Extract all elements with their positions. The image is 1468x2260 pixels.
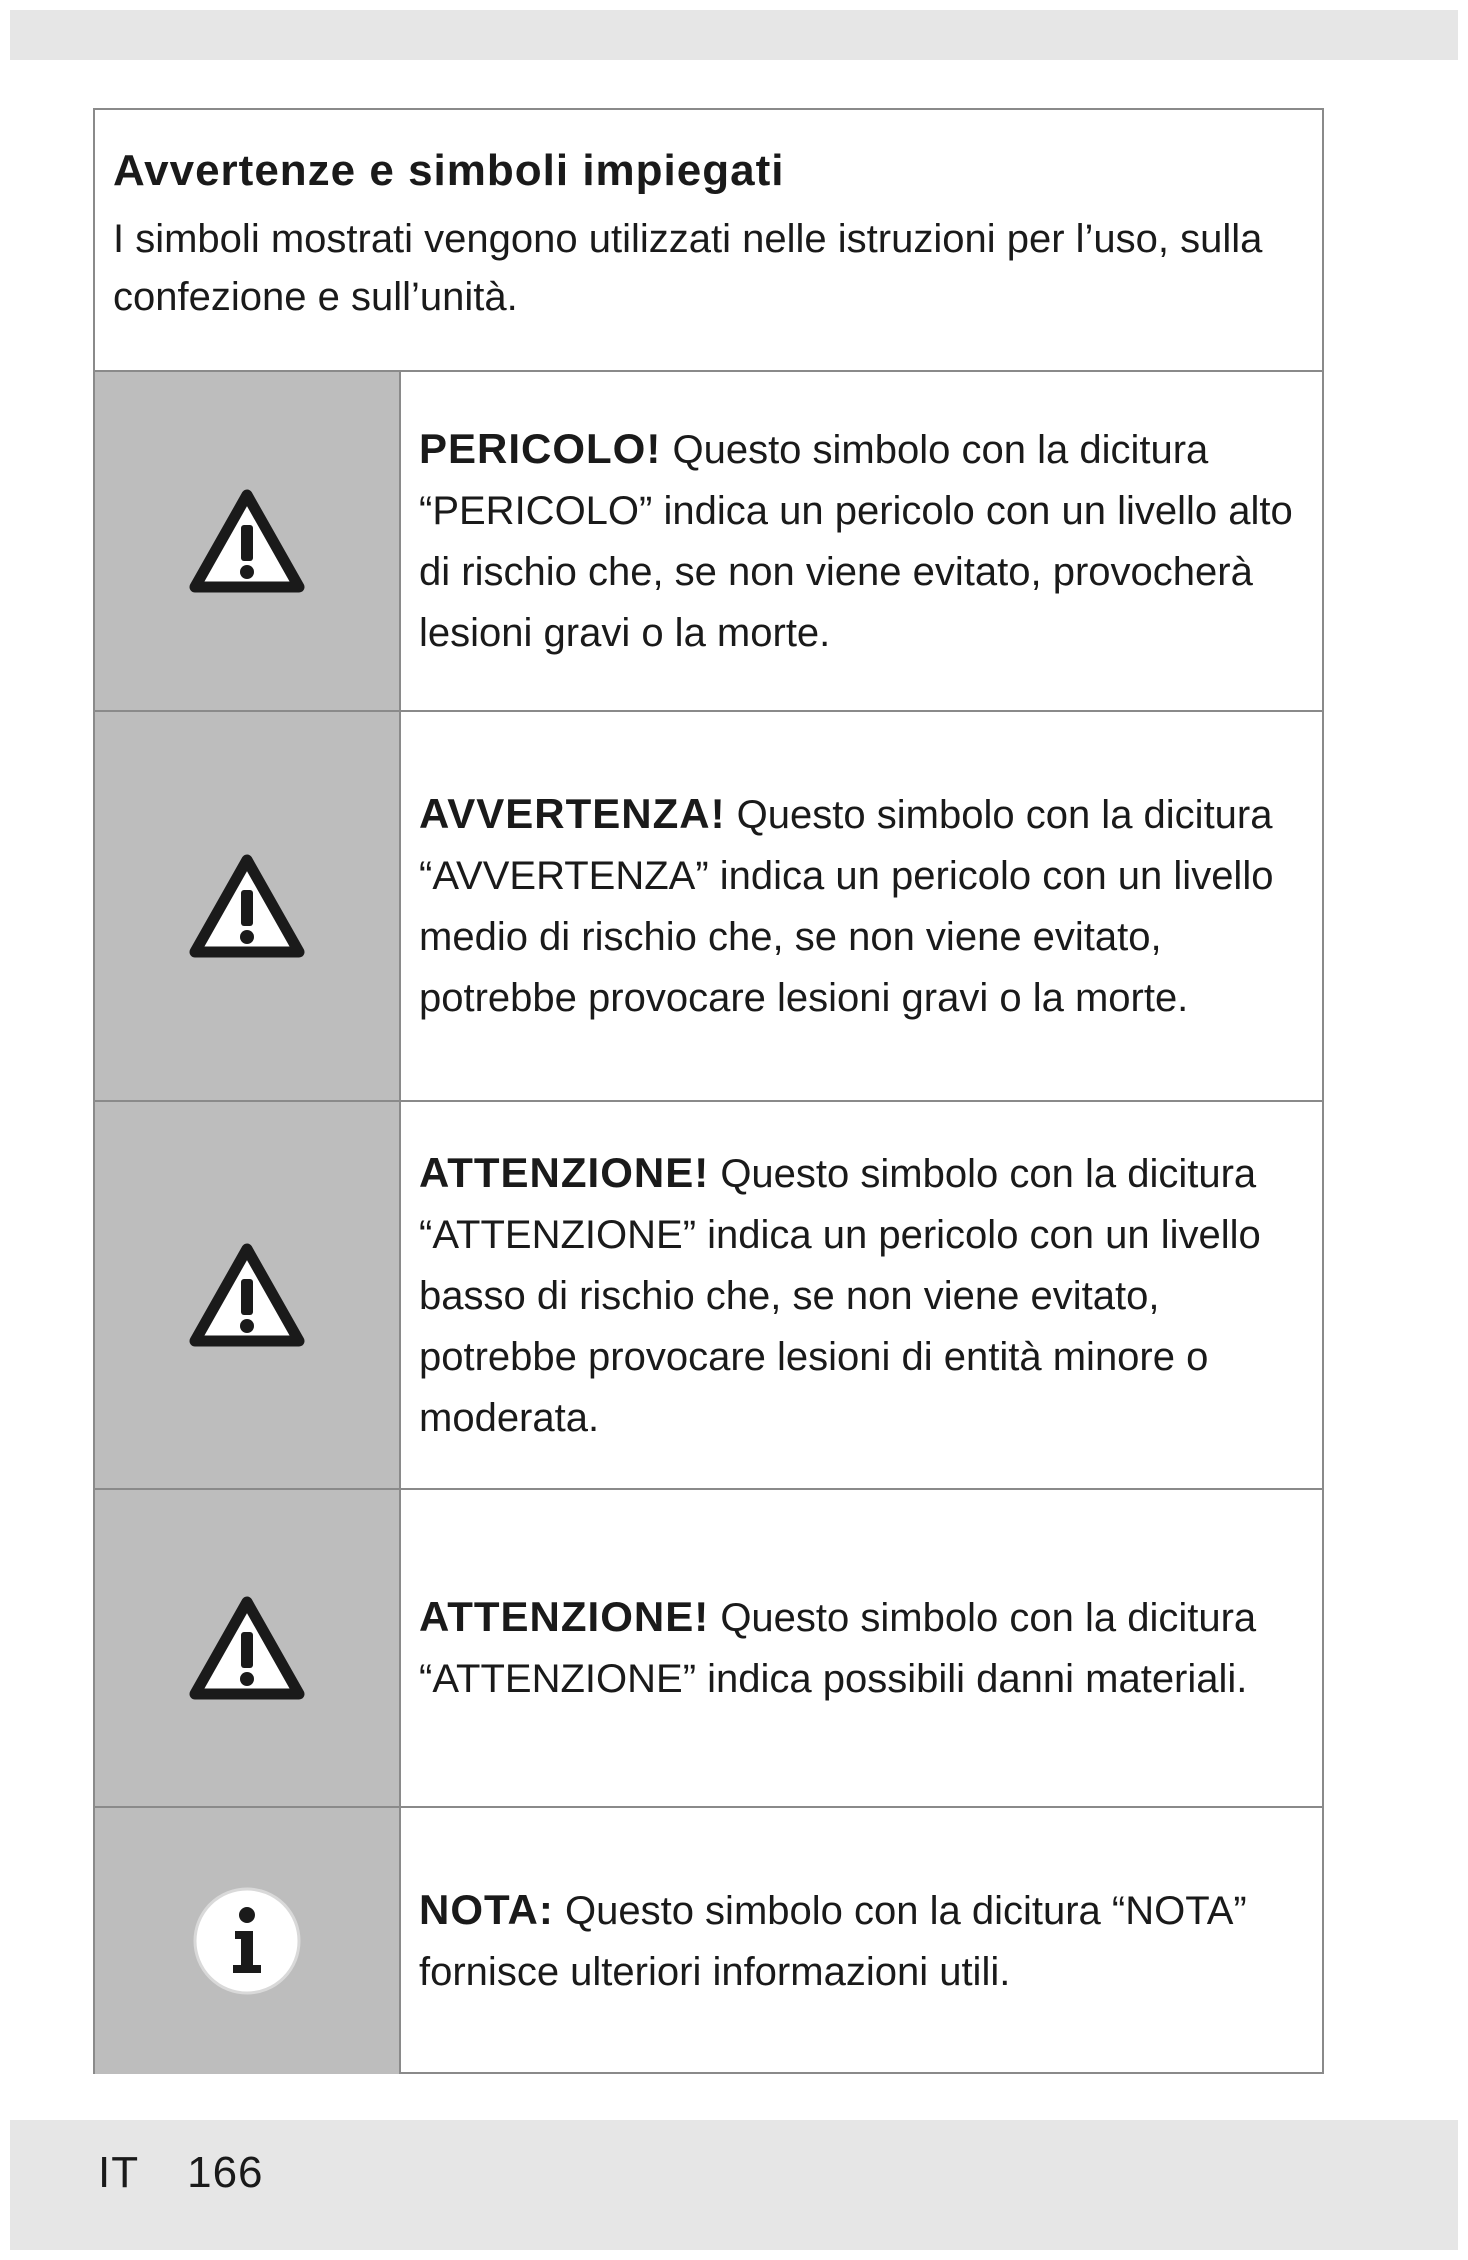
signal-word: AVVERTENZA! xyxy=(419,790,726,837)
icon-cell xyxy=(95,372,401,710)
symbols-table xyxy=(93,108,1324,2074)
icon-cell xyxy=(95,712,401,1100)
language-code: IT xyxy=(98,2148,140,2197)
top-margin-band xyxy=(10,10,1458,60)
description-cell xyxy=(419,1490,1312,1806)
description-text: AVVERTENZA! Questo simbolo con la dicitura “AVVERTENZA” indica un pericolo con un livello medio di rischio che, se non viene evitato, potrebbe provocare lesioni gravi o la morte. xyxy=(419,790,1274,1020)
section-intro: I simboli mostrati vengono utilizzati nelle istruzioni per l’uso, sulla confezione e sull’unità. xyxy=(113,217,1263,319)
description-cell xyxy=(419,1102,1312,1488)
info-circle-icon xyxy=(191,1885,303,1997)
page-footer xyxy=(98,2148,264,2198)
icon-cell xyxy=(95,1808,401,2074)
warning-triangle-icon xyxy=(189,489,305,593)
description-text: ATTENZIONE! Questo simbolo con la dicitura “ATTENZIONE” indica un pericolo con un livello basso di rischio che, se non viene evitato, potrebbe provocare lesioni di entità minore o moderata. xyxy=(419,1148,1261,1440)
table-row-caution xyxy=(95,1102,1322,1490)
section-title: Avvertenze e simboli impiegati xyxy=(113,146,785,195)
page-number: 166 xyxy=(187,2148,264,2197)
table-header xyxy=(95,110,1322,372)
signal-word: NOTA: xyxy=(419,1886,554,1933)
description-text: ATTENZIONE! Questo simbolo con la dicitura “ATTENZIONE” indica possibili danni materiali. xyxy=(419,1593,1257,1701)
description-cell xyxy=(419,372,1312,710)
description-cell xyxy=(419,1808,1312,2074)
warning-triangle-icon xyxy=(189,1596,305,1700)
signal-word: ATTENZIONE! xyxy=(419,1593,710,1640)
icon-cell xyxy=(95,1102,401,1488)
table-row-warning xyxy=(95,712,1322,1102)
signal-word: PERICOLO! xyxy=(419,425,662,472)
table-row-caution-material xyxy=(95,1490,1322,1808)
icon-cell xyxy=(95,1490,401,1806)
warning-triangle-icon xyxy=(189,854,305,958)
signal-word: ATTENZIONE! xyxy=(419,1148,710,1196)
table-row-danger xyxy=(95,372,1322,712)
description-text: PERICOLO! Questo simbolo con la dicitura “PERICOLO” indica un pericolo con un livello alto di rischio che, se non viene evitato, provocherà lesioni gravi o la morte. xyxy=(419,425,1293,655)
table-row-note xyxy=(95,1808,1322,2074)
description-cell xyxy=(419,712,1312,1100)
warning-triangle-icon xyxy=(189,1243,305,1347)
description-text: NOTA: Questo simbolo con la dicitura “NOTA” fornisce ulteriori informazioni utili. xyxy=(419,1886,1247,1994)
